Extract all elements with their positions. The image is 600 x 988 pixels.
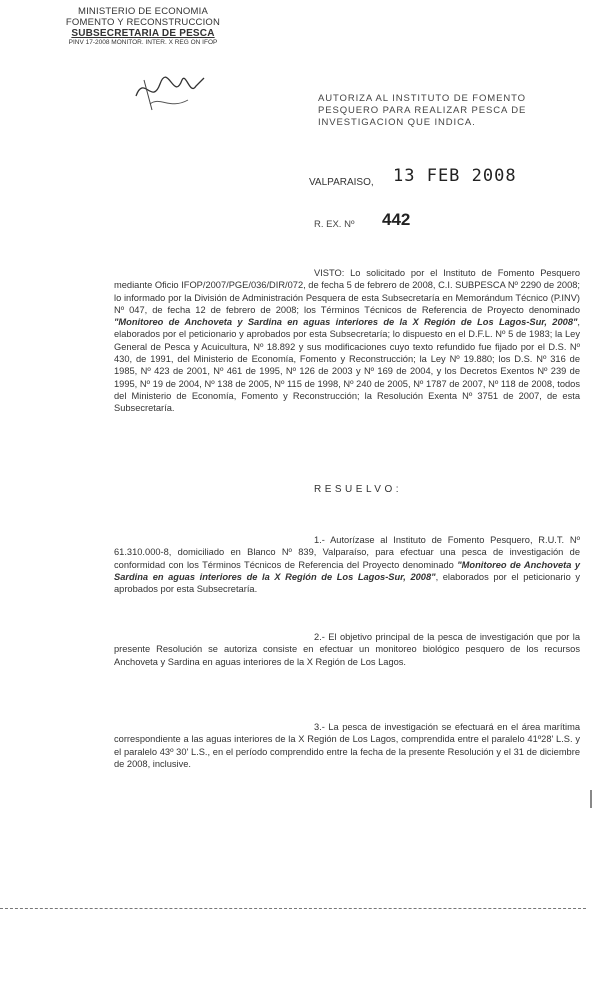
- item-1-paragraph: [114, 534, 580, 595]
- ministry-line: MINISTERIO DE ECONOMIA: [77, 6, 209, 17]
- bottom-divider: [0, 908, 586, 909]
- item-3-paragraph: 3.- La pesca de investigación se efectuará en el área marítima correspondiente a las aguas interiores de la X Región de Los Lagos, comprendida entre el paralelo 41º28' L.S. y el paralelo 43º 30' L.S., en el período comprendido entre la fecha de la presente Resolución y el 31 de diciembre de 2008, inclusive.: [114, 722, 580, 769]
- ministry-line-2: FOMENTO Y RECONSTRUCCION: [65, 17, 221, 28]
- document-title: AUTORIZA AL INSTITUTO DE FOMENTO PESQUERO PARA REALIZAR PESCA DE INVESTIGACION QUE INDICA.: [318, 93, 527, 128]
- item-2-paragraph: 2.- El objetivo principal de la pesca de investigación que por la presente Resolución se autoriza consiste en efectuar un monitoreo biológico pesquero de los recursos Anchoveta y Sardina en aguas interiores de la X Región de Los Lagos.: [114, 632, 580, 667]
- letterhead: [48, 6, 238, 47]
- margin-mark: [590, 790, 592, 808]
- signature-icon: [130, 66, 210, 116]
- subsecretaria-line: SUBSECRETARIA DE PESCA: [71, 28, 215, 39]
- project-code-line: PINV 17-2008 MONITOR. INTER. X REG ON IFOP: [68, 39, 218, 46]
- visto-paragraph: [114, 267, 580, 415]
- date-stamp: 13 FEB 2008: [393, 166, 517, 186]
- visto-project-name: "Monitoreo de Anchoveta y Sardina en aguas interiores de la X Región de Los Lagos-Sur, 2008": [114, 317, 578, 328]
- resolution-number: 442: [382, 210, 411, 229]
- city-label: VALPARAISO,: [309, 177, 374, 188]
- item-1-project-name: "Monitoreo de Anchoveta y Sardina en aguas interiores de la X Región de Los Lagos-Sur, 2008": [114, 559, 580, 582]
- item-1-text-2: , elaborados por el peticionario y aprobados por esta Subsecretaría.: [114, 571, 580, 595]
- visto-text-1: VISTO: Lo solicitado por el Instituto de Fomento Pesquero mediante Oficio IFOP/2007/PGE/036/DIR/072, de fecha 5 de febrero de 2008, C.I. SUBPESCA Nº 2290 de 2008; lo informado por la División de Administración Pesquera de esta Subsecretaría en Memorándum Técnico (P.INV) Nº 047, de fecha 12 de febrero de 2008; los Términos Técnicos de Referencia de Proyecto denominado: [114, 268, 580, 315]
- resolution-label: R. EX. Nº: [314, 219, 355, 230]
- resuelvo-heading: RESUELVO:: [314, 484, 402, 495]
- visto-text-2: , elaborados por el peticionario y aprobados por esta Subsecretaría; lo dispuesto en el D.F.L. Nº 5 de 1983; la Ley General de Pesca y Acuicultura, Nº 18.892 y sus modificaciones cuyo texto refundido fue fijado por el D.S. Nº 430, de 1991, del Ministerio de Economía, Fomento y Reconstrucción; la Ley Nº 19.880; los D.S. Nº 316 de 1985, Nº 423 de 2001, Nº 461 de 1995, Nº 126 de 2003 y Nº 169 de 2004, y los Decretos Exentos Nº 239 de 1995, Nº 19 de 2004, Nº 138 de 2005, Nº 115 de 1998, Nº 240 de 2005, Nº 1787 de 2007, Nº 118 de 2008, todos del Ministerio de Economía, Fomento y Reconstrucción; la Resolución Exenta Nº 3751 de 2007, de esta Subsecretaría.: [114, 317, 580, 414]
- item-1-text-1: 1.- Autorízase al Instituto de Fomento Pesquero, R.U.T. Nº 61.310.000-8, domiciliado en Blanco Nº 839, Valparaíso, para efectuar una pesca de investigación de conformidad con los Términos Técnicos de Referencia del Proyecto denominado: [114, 535, 580, 570]
